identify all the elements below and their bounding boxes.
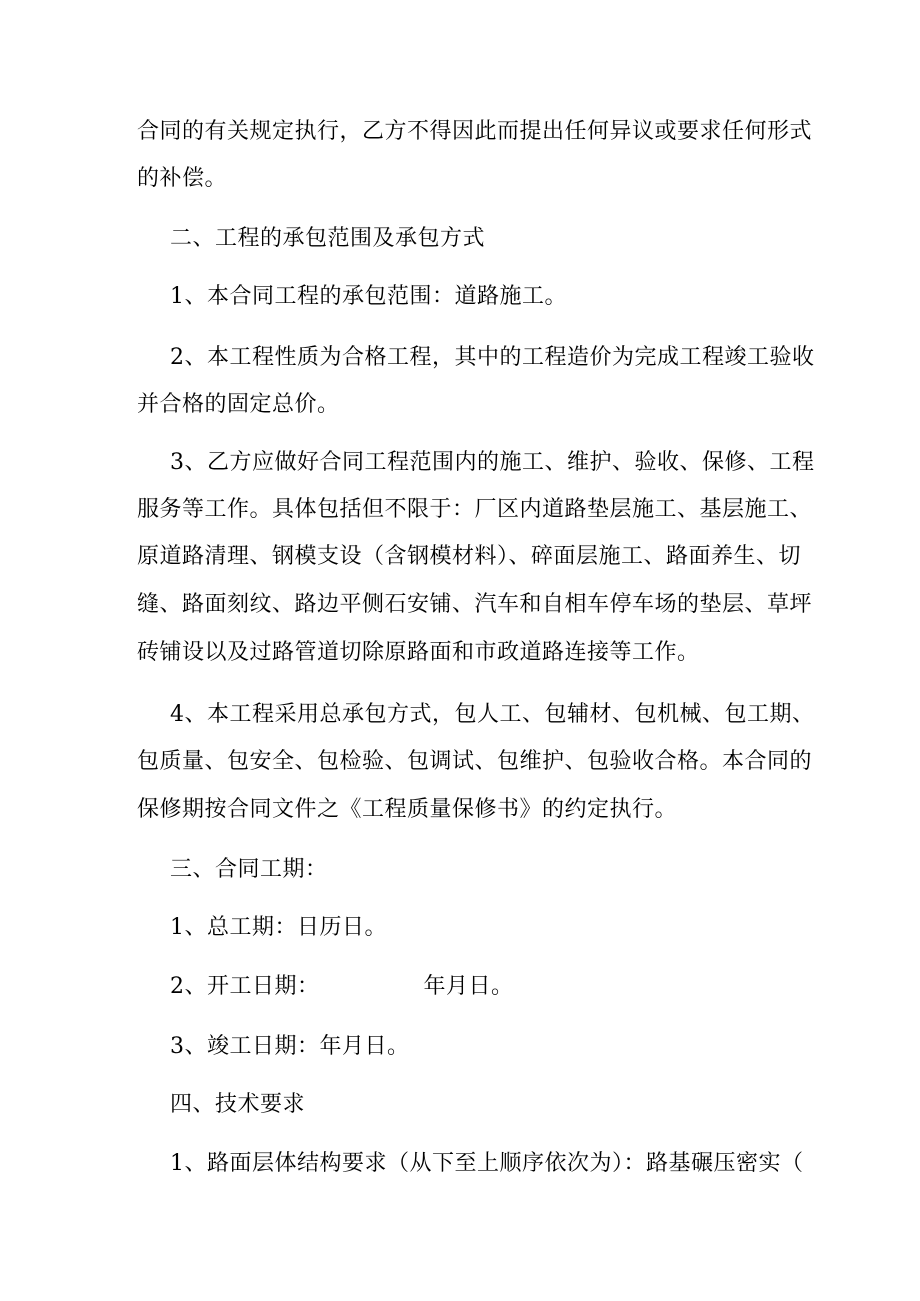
- paragraph-line: 4、本工程采用总承包方式，包人工、包辅材、包机械、包工期、: [170, 702, 815, 727]
- start-date-line: [170, 972, 514, 1002]
- start-date-label: 2、开工日期：: [170, 974, 320, 999]
- section-heading: 二、工程的承包范围及承包方式: [170, 226, 486, 251]
- paragraph-line: 保修期按合同文件之《工程质量保修书》的约定执行。: [137, 797, 678, 822]
- section-heading: 四、技术要求: [170, 1092, 306, 1117]
- start-date-value: 年月日。: [423, 974, 514, 999]
- paragraph-line: 并合格的固定总价。: [137, 392, 340, 417]
- paragraph-line: 3、乙方应做好合同工程范围内的施工、维护、验收、保修、工程: [170, 450, 815, 475]
- paragraph-line: 缝、路面刻纹、路边平侧石安铺、汽车和自相车停车场的垫层、草坪: [137, 592, 813, 617]
- paragraph-line: 1、本合同工程的承包范围：道路施工。: [170, 284, 567, 309]
- paragraph-line: 1、总工期：日历日。: [170, 915, 387, 940]
- paragraph-line: 2、本工程性质为合格工程，其中的工程造价为完成工程竣工验收: [170, 345, 815, 370]
- paragraph-line: 的补偿。: [137, 166, 228, 191]
- paragraph-line: 1、路面层体结构要求（从下至上顺序依次为）：路基碾压密实（: [170, 1151, 804, 1176]
- section-heading: 三、合同工期：: [170, 857, 328, 882]
- paragraph-line: 原道路清理、钢模支设（含钢模材料）、碎面层施工、路面养生、切: [137, 544, 802, 569]
- paragraph-line: 包质量、包安全、包检验、包调试、包维护、包验收合格。本合同的: [137, 749, 813, 774]
- paragraph-line: 合同的有关规定执行，乙方不得因此而提出任何异议或要求任何形式: [137, 119, 813, 144]
- paragraph-line: 砖铺设以及过路管道切除原路面和市政道路连接等工作。: [137, 640, 700, 665]
- paragraph-line: 服务等工作。具体包括但不限于：厂区内道路垫层施工、基层施工、: [137, 497, 813, 522]
- paragraph-line: 3、竣工日期：年月日。: [170, 1034, 410, 1059]
